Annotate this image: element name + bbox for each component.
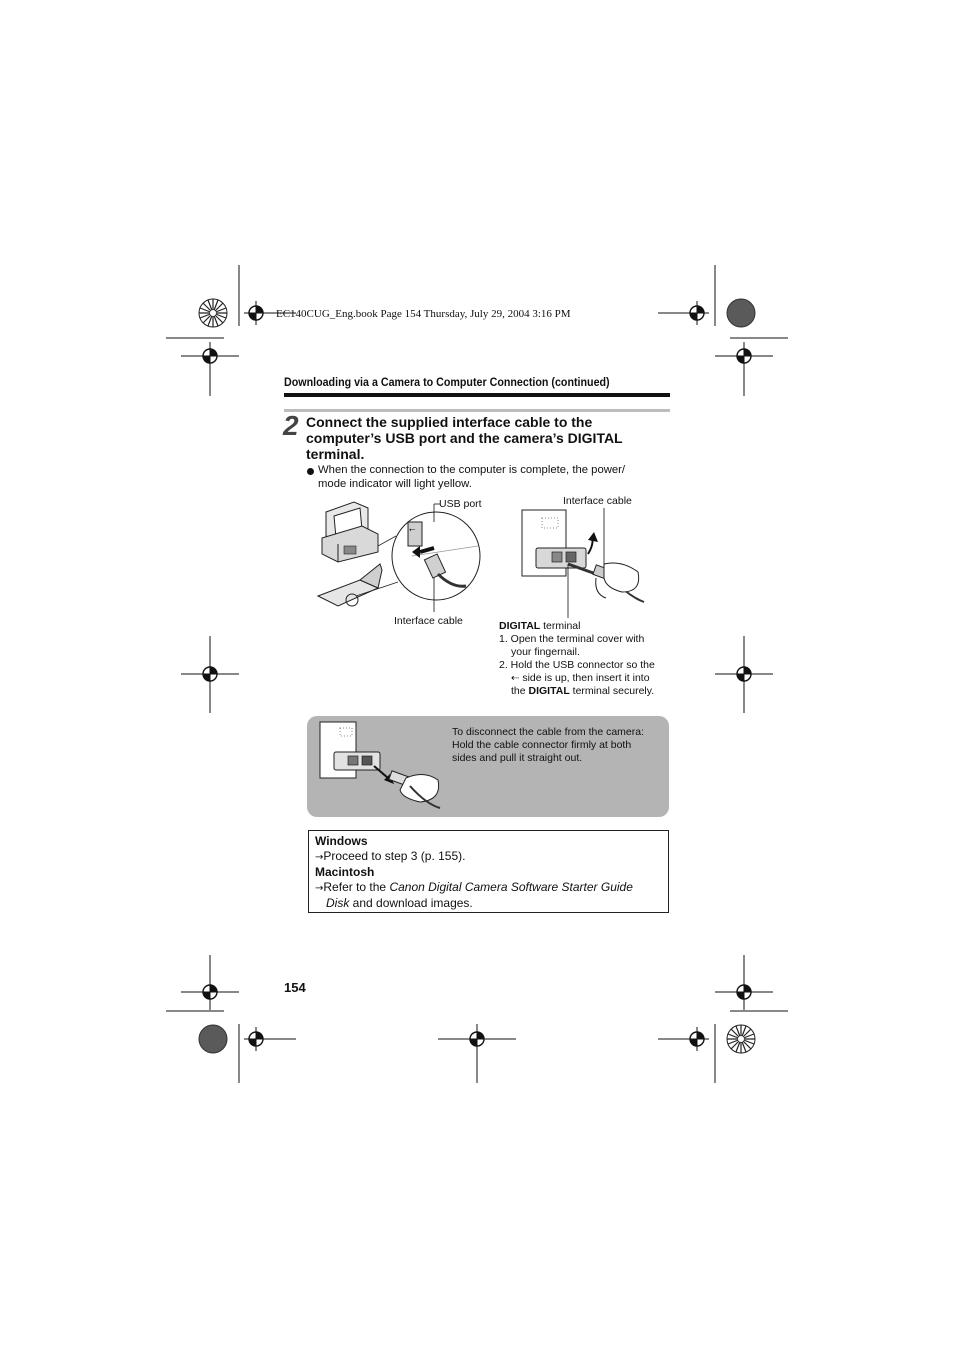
step-title: [306, 414, 666, 462]
interface-cable-label: Interface cable: [563, 495, 632, 507]
windows-heading: Windows: [315, 834, 368, 848]
camera-connection-steps: [499, 620, 655, 698]
instruction-line: 2. Hold the USB connector so the: [499, 659, 655, 671]
terminal-label-suffix: terminal: [540, 620, 581, 632]
software-guide-title: Canon Digital Camera Software Starter Guide: [389, 879, 633, 894]
windows-next-step-link[interactable]: Proceed to step 3 (p. 155).: [323, 848, 466, 863]
bullet-line: mode indicator will light yellow.: [318, 478, 472, 490]
instruction-line: side is up, then insert it into: [522, 672, 650, 684]
svg-text:⭠: ⭠: [409, 525, 416, 534]
os-navigation-box: [308, 830, 669, 913]
instruction-line: your fingernail.: [511, 646, 580, 658]
usb-symbol-icon: ⇠: [511, 673, 520, 684]
camera-digital-terminal-illustration: [518, 508, 648, 618]
step-title-line: terminal.: [306, 446, 365, 462]
software-guide-title: Disk: [326, 896, 350, 910]
step-number: 2: [283, 410, 299, 441]
page-number: 154: [284, 980, 306, 995]
arrow-icon: →: [315, 851, 324, 863]
bullet-line: When the connection to the computer is complete, the power/: [318, 464, 626, 476]
section-header: Downloading via a Camera to Computer Connection (continued): [284, 377, 610, 389]
step-title-line: Connect the supplied interface cable to the: [306, 414, 593, 430]
usb-port-label: USB port: [439, 498, 482, 510]
tip-line: To disconnect the cable from the camera:: [452, 726, 645, 738]
macintosh-heading: Macintosh: [315, 865, 375, 879]
header-rule: [284, 393, 670, 397]
digital-terminal-label: DIGITAL: [528, 685, 570, 697]
arrow-icon: →: [315, 882, 324, 894]
instruction-line: terminal securely.: [569, 685, 655, 697]
step-title-line: computer’s USB port and the camera’s DIGITAL: [306, 430, 623, 446]
digital-terminal-label: DIGITAL: [499, 620, 541, 632]
mac-instruction-text: and download images.: [349, 896, 473, 910]
disconnect-cable-illustration: [318, 720, 444, 810]
bullet-icon: [307, 468, 314, 475]
disconnect-tip-text: [452, 726, 644, 765]
print-job-header: EC140CUG_Eng.book Page 154 Thursday, July 29, 2004 3:16 PM: [276, 308, 571, 320]
bullet-note: [318, 463, 625, 491]
tip-line: sides and pull it straight out.: [452, 752, 583, 764]
instruction-line: 1. Open the terminal cover with: [499, 633, 645, 645]
step-rule: [284, 409, 670, 412]
computer-usb-illustration: [316, 496, 486, 616]
tip-line: Hold the cable connector firmly at both: [452, 739, 632, 751]
instruction-line: the: [511, 685, 529, 697]
interface-cable-label: Interface cable: [394, 615, 463, 627]
mac-instruction-text: Refer to the: [323, 879, 390, 894]
